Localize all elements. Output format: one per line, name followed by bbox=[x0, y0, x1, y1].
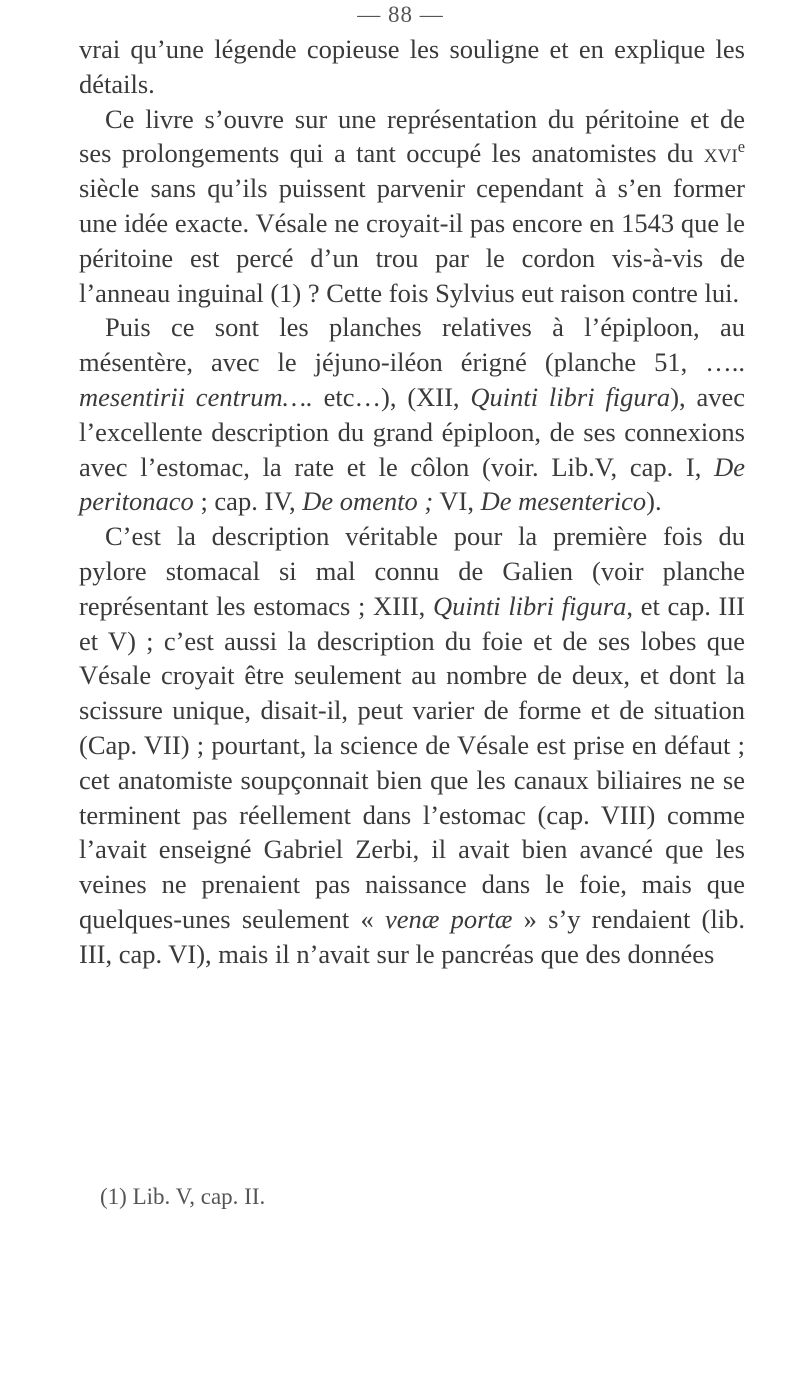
text-segment: » s’y rendaient (lib. III, cap. VI), mais il n’avait sur le pancréas que des données bbox=[79, 903, 745, 969]
text-segment: etc…), (XII, bbox=[312, 381, 471, 412]
text-segment: Ce livre s’ouvre sur une représentation du péritoine et de ses prolongements qui a tant occupé les anatomistes du bbox=[79, 103, 745, 169]
superscript-text: e bbox=[737, 137, 745, 157]
page-number: — 88 — bbox=[357, 2, 444, 27]
footnote: (1) Lib. V, cap. II. bbox=[100, 1184, 266, 1209]
italic-text: Quinti libri figura bbox=[470, 381, 671, 412]
main-text-block bbox=[79, 32, 745, 972]
text-segment: ; cap. IV, bbox=[193, 486, 303, 517]
italic-text: De omento ; bbox=[302, 486, 434, 517]
italic-text: De peritonaco bbox=[79, 451, 745, 517]
text-segment: ). bbox=[646, 486, 662, 517]
paragraph-p2 bbox=[79, 102, 745, 311]
text-segment: siècle sans qu’ils puissent parvenir cependant à s’en former une idée exacte. Vésale ne croyait-il pas encore en 1543 que le péritoine est percé d’un trou par le cordon vis-à-vis de l’anneau inguinal (1) ? Cette fois Sylvius eut raison contre lui. bbox=[79, 173, 745, 308]
text-segment: C’est la description véritable pour la première fois du pylore stomacal si mal connu de Galien (voir planche représentant les estomacs ; XIII, bbox=[79, 521, 745, 621]
text-segment: Puis ce sont les planches relatives à l’épiploon, au mésentère, avec le jéjuno-iléon érigné (planche 51, ….. bbox=[79, 312, 745, 378]
text-segment: ), avec l’excellente description du grand épiploon, de ses connexions avec l’estomac, la rate et le côlon (voir. Lib.V, cap. I, bbox=[79, 381, 745, 482]
italic-text: mesentirii centrum…. bbox=[79, 381, 313, 412]
paragraph-p4 bbox=[79, 519, 745, 971]
smallcaps-text: xvi bbox=[703, 138, 738, 169]
text-segment: , et cap. III et V) ; c’est aussi la description du foie et de ses lobes que Vésale croyait être seulement au nombre de deux, et dont la scissure unique, disait-il, peut varier de forme et de situation (Cap. VII) ; pourtant, la science de Vésale est prise en défaut ; cet anatomiste soupçonnait bien que les canaux biliaires ne se terminent pas réellement dans l’estomac (cap. VIII) comme l’avait enseigné Gabriel Zerbi, il avait bien avancé que les veines ne prenaient pas naissance dans le foie, mais que quelques-unes seulement « bbox=[79, 590, 746, 934]
italic-text: venæ portæ bbox=[384, 903, 513, 934]
paragraph-p3 bbox=[79, 310, 745, 519]
text-segment: vrai qu’une légende copieuse les souligne et en explique les détails. bbox=[79, 34, 745, 99]
italic-text: Quinti libri figura bbox=[432, 590, 627, 621]
italic-text: De mesenterico bbox=[480, 486, 647, 517]
paragraph-p1 bbox=[79, 32, 745, 102]
text-segment: VI, bbox=[433, 486, 481, 517]
